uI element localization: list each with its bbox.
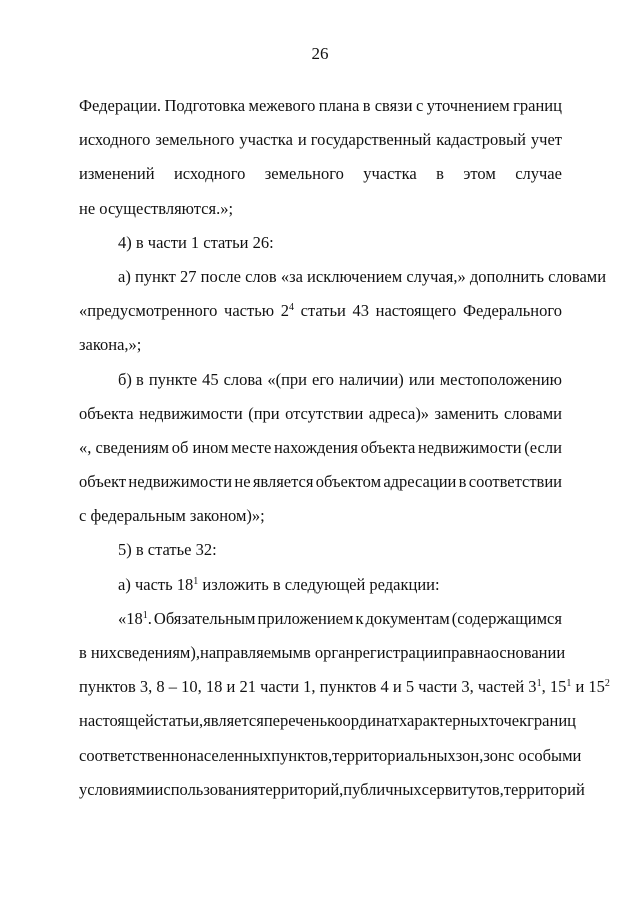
word: (при <box>248 403 280 423</box>
word: характерных <box>399 711 489 731</box>
word: с особыми <box>506 745 582 765</box>
paragraph-item-4a: а) пункт 27 после слов «за исключением случая,» дополнить словами <box>118 266 607 286</box>
word: объекта <box>360 437 416 457</box>
text-run: , 15 <box>541 677 567 697</box>
justified-line <box>79 636 566 670</box>
word: Федерации. <box>79 96 162 115</box>
word: недвижимости <box>417 437 522 457</box>
word: территорий <box>503 779 585 799</box>
word: б) в <box>118 369 144 389</box>
word: или <box>408 369 435 389</box>
word: адреса)» <box>368 403 430 423</box>
word: нахождения <box>273 437 358 457</box>
word: не осуществляются.»; <box>79 198 234 218</box>
word: местоположению <box>439 369 562 389</box>
text-line <box>79 670 610 704</box>
word: уточнением <box>426 96 510 115</box>
word: настоящего <box>375 301 457 321</box>
justified-line <box>79 294 562 328</box>
superscript: 4 <box>288 302 294 314</box>
word: настоящей <box>79 711 154 731</box>
word: (содержащимся <box>451 608 562 628</box>
word: перечень <box>263 711 328 731</box>
word: с федеральным законом)»; <box>79 506 265 526</box>
word: на <box>474 643 491 662</box>
text-line <box>79 499 562 533</box>
word: границ <box>527 711 576 731</box>
word: его <box>312 369 334 389</box>
text-run: пунктов 3, 8 – 10, 18 и 21 части 1, пунктов 4 и 5 части 3, частей 3 <box>79 677 537 697</box>
word: адресации <box>383 472 457 492</box>
word: объектом <box>315 472 382 492</box>
justified-line <box>79 431 562 465</box>
word: статьи, <box>153 711 204 731</box>
word: условиями <box>79 779 155 799</box>
word: исходного <box>173 164 246 184</box>
word: к <box>355 608 364 628</box>
word: «(при <box>267 369 307 389</box>
word: публичных <box>343 779 422 799</box>
word: (если <box>524 437 562 457</box>
paragraph-item-4: 4) в части 1 статьи 26: <box>118 232 274 252</box>
word: об ином <box>171 437 229 457</box>
justified-line <box>79 704 576 738</box>
word: использования <box>154 779 259 799</box>
justified-line <box>79 739 582 773</box>
word: изменений <box>79 164 155 184</box>
paragraph-item-5a <box>79 568 562 602</box>
word: 45 <box>202 369 219 389</box>
word: статьи <box>300 301 346 321</box>
word: Федерального <box>462 301 562 321</box>
justified-line <box>79 89 562 123</box>
word: недвижимости <box>139 403 243 423</box>
word: Обязательным <box>153 608 256 628</box>
word: направляемым <box>199 643 304 662</box>
word: недвижимости <box>128 472 233 492</box>
word: с <box>415 96 424 115</box>
quoted-paragraph-start <box>79 602 562 636</box>
superscript: 1 <box>142 609 148 621</box>
word: приложением <box>257 608 354 628</box>
word: «предусмотренного <box>79 301 218 321</box>
word: границ <box>513 96 562 115</box>
word: является <box>203 711 264 731</box>
text-run: изложить в следующей редакции: <box>198 574 440 594</box>
word: исходного <box>79 130 151 150</box>
word: участка <box>363 164 417 184</box>
word: не <box>234 472 251 492</box>
word: межевого <box>248 96 316 115</box>
word: земельного <box>264 164 344 184</box>
word: «, сведениям <box>79 437 170 457</box>
word: отсутствии <box>285 403 364 423</box>
word: словами <box>504 403 562 423</box>
word: прав <box>442 643 475 662</box>
document-body <box>79 89 610 807</box>
word: этом <box>463 164 496 184</box>
text-line: закона,»; <box>79 335 142 355</box>
word: в <box>458 472 467 492</box>
text-line <box>79 192 562 226</box>
word: основании <box>490 643 566 662</box>
word: точек <box>488 711 528 731</box>
word: пунктов, <box>271 745 333 765</box>
word: участка <box>239 130 293 150</box>
text-run: и 15 <box>571 677 605 697</box>
justified-line <box>79 397 562 431</box>
word: заменить <box>434 403 499 423</box>
justified-line <box>79 465 562 499</box>
word: Подготовка <box>164 96 246 115</box>
paragraph-item-5: 5) в статье 32: <box>118 540 217 560</box>
word: учет <box>530 130 562 150</box>
word: документам <box>365 608 450 628</box>
justified-line <box>79 157 562 191</box>
justified-line <box>79 773 585 807</box>
word: координат <box>327 711 399 731</box>
text-run: «18 <box>118 608 143 628</box>
word: наличии) <box>338 369 404 389</box>
word: населенных <box>187 745 272 765</box>
justified-line <box>79 123 562 157</box>
word: зон <box>483 745 507 765</box>
word: объекта <box>79 403 134 423</box>
superscript: 2 <box>604 678 610 690</box>
superscript: 1 <box>536 678 542 690</box>
word: объект <box>79 472 127 492</box>
word: месте <box>231 437 272 457</box>
word: частью <box>224 301 275 321</box>
word: соответственно <box>79 745 188 765</box>
word: случае <box>515 164 562 184</box>
word: в <box>436 164 444 184</box>
word: сведениям), <box>116 643 200 662</box>
word: в них <box>79 643 117 662</box>
paragraph-item-4b <box>79 363 562 397</box>
number: 2 <box>280 301 289 321</box>
page-number: 26 <box>311 44 329 63</box>
word: 43 <box>352 301 369 321</box>
word: территорий, <box>258 779 344 799</box>
word: земельного <box>155 130 235 150</box>
word-with-superscript <box>281 294 294 328</box>
word: сервитутов, <box>421 779 504 799</box>
word: и государственный <box>297 130 432 150</box>
word: плана <box>318 96 360 115</box>
word: территориальных <box>332 745 456 765</box>
word: кадастровый <box>436 130 526 150</box>
word: в связи <box>362 96 413 115</box>
word: регистрации <box>354 643 443 662</box>
text-run: а) часть 18 <box>118 574 194 594</box>
word: пункте <box>148 369 198 389</box>
word: является <box>252 472 314 492</box>
word-with-superscript: «$18^1$. <box>118 608 152 628</box>
word: слова <box>223 369 263 389</box>
superscript: 1 <box>566 678 572 690</box>
word: зон, <box>455 745 484 765</box>
superscript: 1 <box>193 575 199 587</box>
word: соответствии <box>468 472 562 492</box>
word: в орган <box>303 643 355 662</box>
